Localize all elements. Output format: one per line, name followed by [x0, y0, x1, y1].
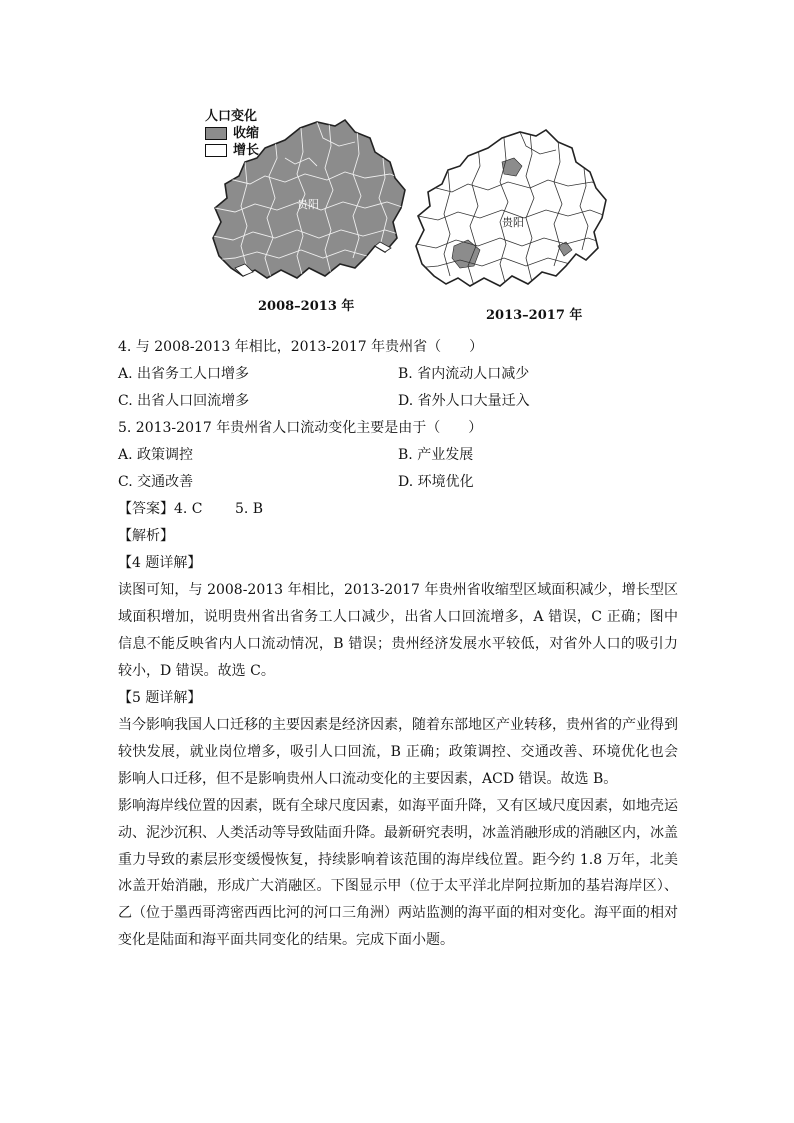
q5-option-b: B. 产业发展 [398, 447, 474, 463]
map-right-caption: 2013–2017 年 [486, 308, 583, 323]
population-change-figure [195, 100, 615, 325]
q5-option-d: D. 环境优化 [398, 474, 474, 490]
q4-option-c: C. 出省人口回流增多 [118, 393, 250, 409]
question-5-options-row-1 [118, 442, 678, 469]
map-left-caption: 2008–2013 年 [258, 299, 355, 314]
q4-option-d: D. 省外人口大量迁入 [398, 393, 530, 409]
q5-option-c: C. 交通改善 [118, 474, 194, 490]
intro-paragraph: 影响海岸线位置的因素，既有全球尺度因素，如海平面升降，又有区域尺度因素，如地壳运动、泥沙沉积、人类活动等导致陆面升降。最新研究表明，冰盖消融形成的消融区内，冰盖重力导致的素层形变缓慢恢复，持续影响着该范围的海岸线位置。距今约 1.8 万年，北美冰盖开始消融，形成广大消融区。下图显示甲（位于太平洋北岸阿拉斯加的基岩海岸区）、乙（位于墨西哥湾密西西比河的河口三角洲）两站监测的海平面的相对变化。海平面的相对变化是陆面和海平面共同变化的结果。完成下面小题。 [118, 798, 678, 948]
question-4-options-row-2 [118, 388, 678, 415]
question-4-options-row-1 [118, 361, 678, 388]
detail-5-title: 【5 题详解】 [118, 690, 202, 706]
detail-4-title: 【4 题详解】 [118, 555, 202, 571]
analysis-label: 【解析】 [118, 528, 174, 544]
guizhou-map-2008-2013 [205, 118, 410, 288]
question-5-stem: 5. 2013-2017 年贵州省人口流动变化主要是由于（ ） [118, 420, 483, 436]
question-5-options-row-2 [118, 469, 678, 496]
guiyang-label-left: 贵阳 [297, 198, 319, 211]
q5-option-a: A. 政策调控 [118, 447, 194, 463]
q4-option-a: A. 出省务工人口增多 [118, 366, 250, 382]
legend-grow-label: 增长 [233, 143, 260, 158]
document-text [118, 334, 678, 954]
guiyang-label-right: 贵阳 [502, 216, 524, 229]
legend-title: 人口变化 [205, 109, 258, 124]
legend-shrink-label: 收缩 [233, 126, 260, 141]
q4-option-b: B. 省内流动人口减少 [398, 366, 530, 382]
guizhou-map-2013-2017 [410, 128, 610, 293]
question-4-stem: 4. 与 2008-2013 年相比，2013-2017 年贵州省（ ） [118, 339, 484, 355]
answer-line: 【答案】4. C 5. B [118, 501, 264, 517]
detail-5-text: 当今影响我国人口迁移的主要因素是经济因素，随着东部地区产业转移，贵州省的产业得到较快发展，就业岗位增多，吸引人口回流，B 正确；政策调控、交通改善、环境优化也会影响人口迁移，但不是影响贵州人口流动变化的主要因素，ACD 错误。故选 B。 [118, 717, 678, 787]
detail-4-text: 读图可知，与 2008-2013 年相比，2013-2017 年贵州省收缩型区域面积减少，增长型区域面积增加，说明贵州省出省务工人口减少，出省人口回流增多，A 错误，C 正确；图中信息不能反映省内人口流动情况，B 错误；贵州经济发展水平较低，对省外人口的吸引力较小，D 错误。故选 C。 [118, 582, 678, 679]
